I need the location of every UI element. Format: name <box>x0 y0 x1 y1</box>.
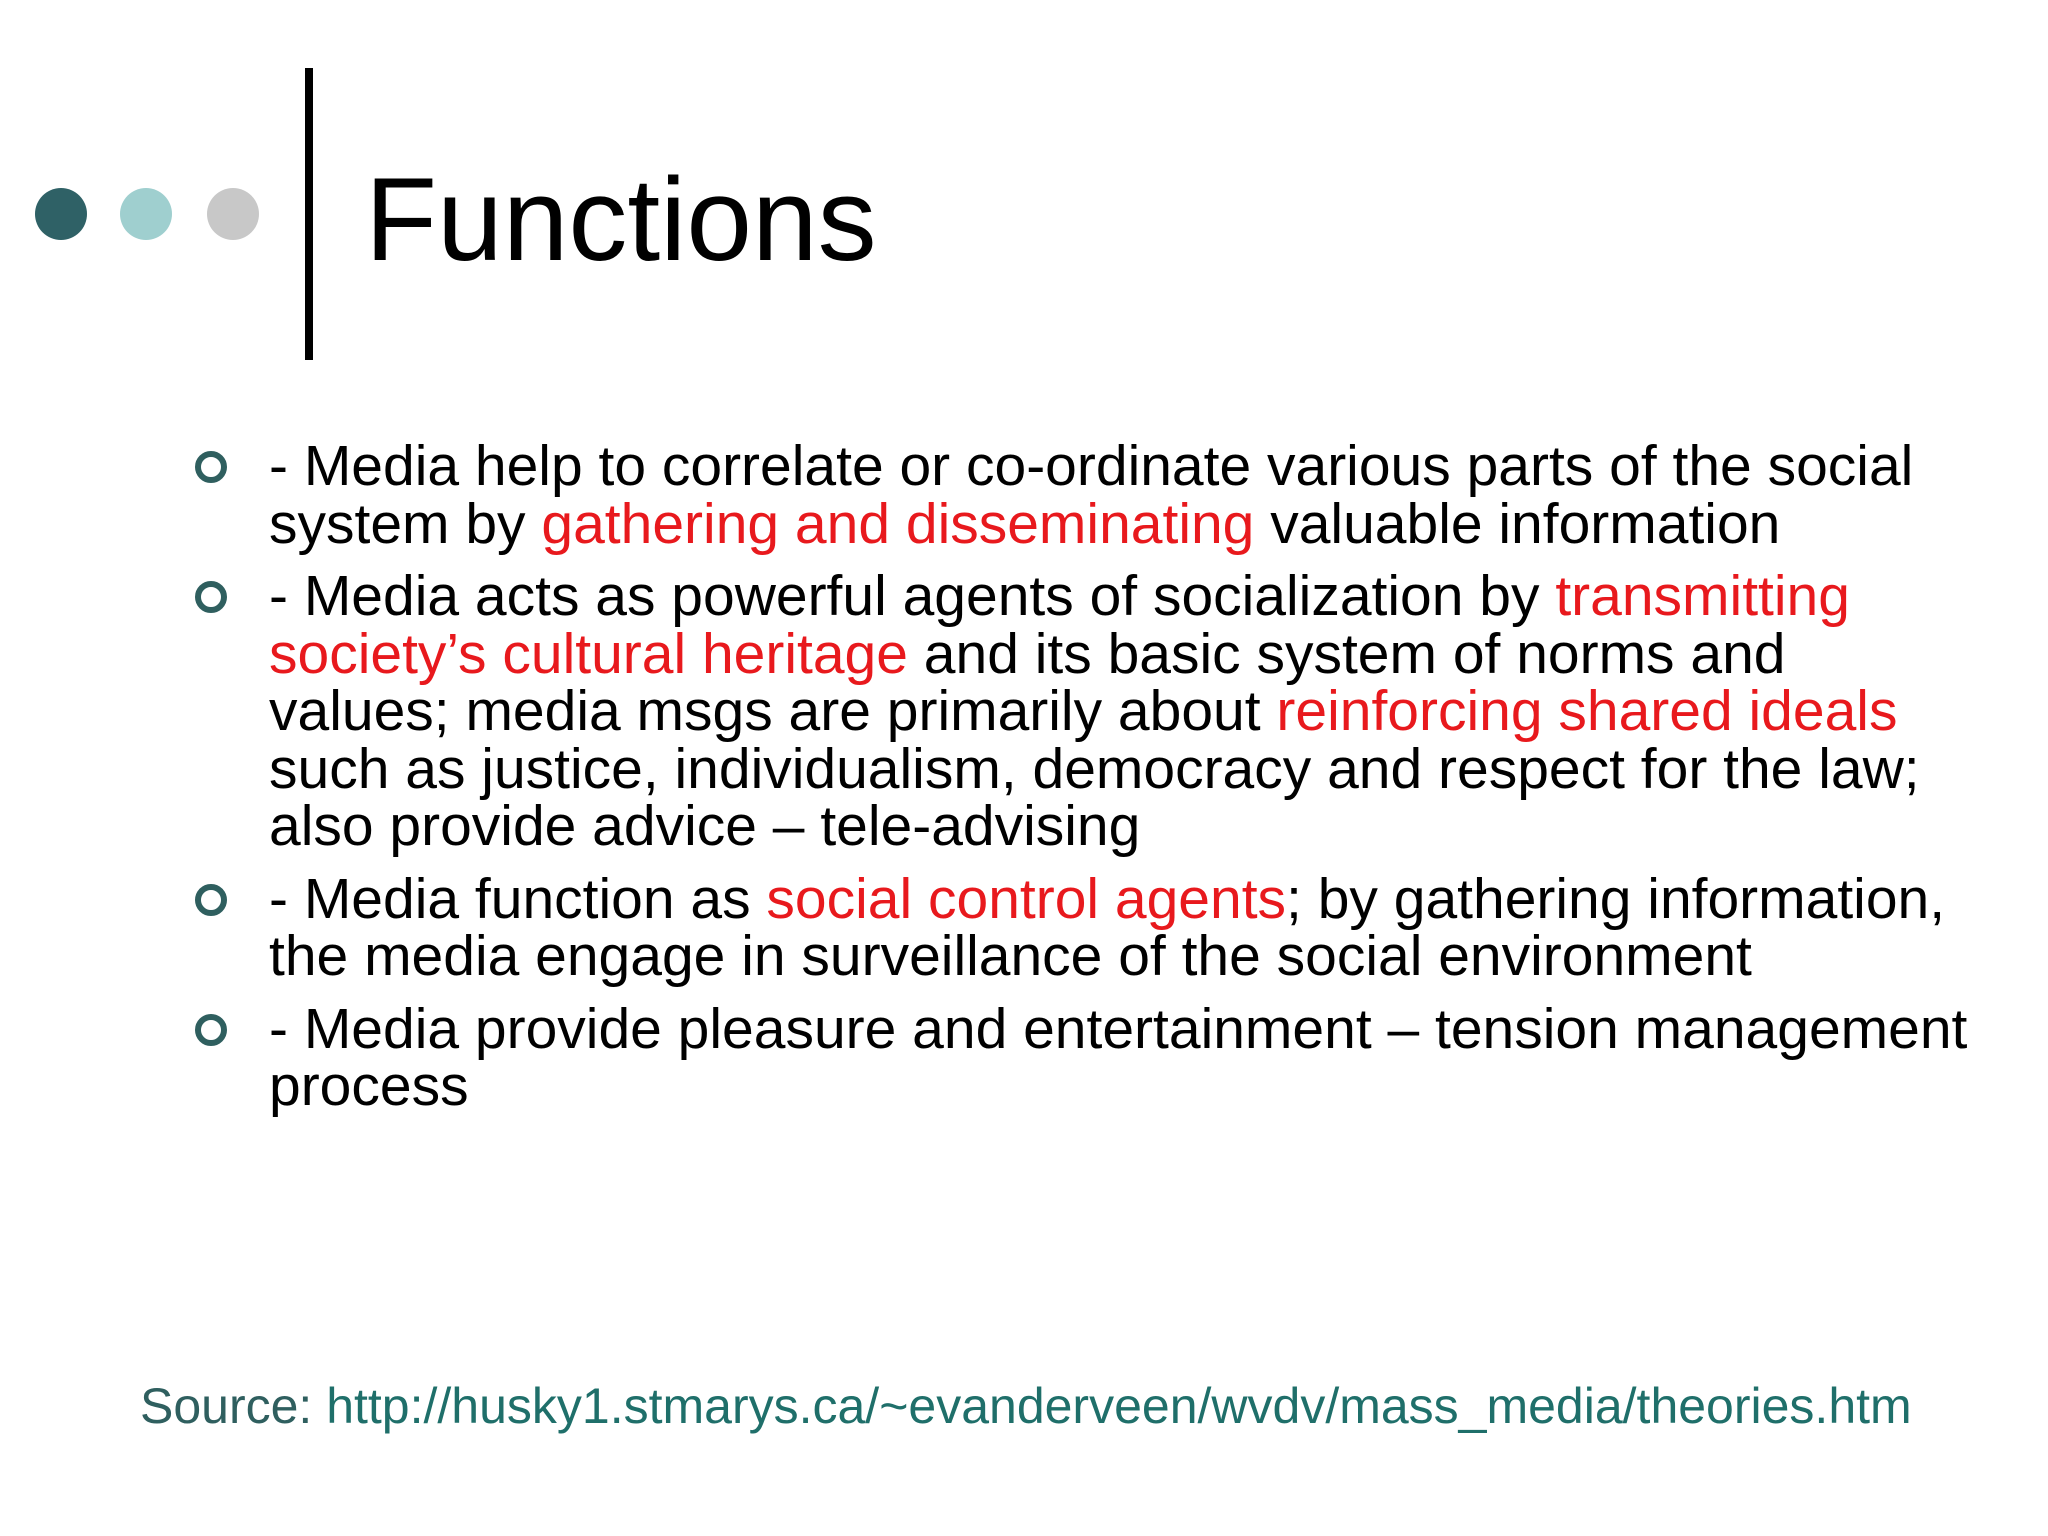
highlighted-text: social control agents <box>766 866 1287 931</box>
bullet-text: valuable information <box>1254 491 1781 556</box>
bullet-text: ; by gathering information, the media engage in surveillance of the social environment <box>269 866 1946 988</box>
hollow-circle-bullet-icon <box>195 1014 227 1046</box>
dark-teal-dot-icon <box>35 188 87 240</box>
source-link[interactable]: http://husky1.stmarys.ca/~evanderveen/wvdv/mass_media/theories.htm <box>326 1378 1912 1434</box>
bullet-item <box>190 996 1970 1118</box>
source-label: Source: <box>140 1378 327 1434</box>
bullet-text: - Media function as <box>269 866 767 931</box>
highlighted-text: gathering and disseminating <box>541 491 1255 556</box>
hollow-circle-bullet-icon <box>195 451 227 483</box>
hollow-circle-bullet-icon <box>195 581 227 613</box>
bullet-text: - Media help to correlate or co-ordinate various parts of the social system by <box>269 434 1914 556</box>
bullet-item <box>190 564 1970 858</box>
source-line <box>140 1376 1912 1436</box>
bullet-list <box>190 434 1970 1131</box>
title-divider <box>305 68 313 360</box>
bullet-item <box>190 434 1970 556</box>
highlighted-text: reinforcing shared ideals <box>1276 679 1898 743</box>
hollow-circle-bullet-icon <box>195 884 227 916</box>
bullet-text: and its basic system of norms and values; media msgs are primarily about <box>269 621 1786 743</box>
bullet-text: such as justice, individualism, democracy and respect for the law; also provide advice – tele-advising <box>269 736 1920 858</box>
bullet-item <box>190 866 1970 988</box>
bullet-text: - Media acts as powerful agents of socialization by <box>269 564 1556 628</box>
slide-title: Functions <box>365 154 877 286</box>
highlighted-text: transmitting society’s cultural heritage <box>269 564 1850 686</box>
grey-dot-icon <box>207 188 259 240</box>
bullet-text: - Media provide pleasure and entertainment – tension management process <box>269 996 1968 1118</box>
light-teal-dot-icon <box>120 188 172 240</box>
